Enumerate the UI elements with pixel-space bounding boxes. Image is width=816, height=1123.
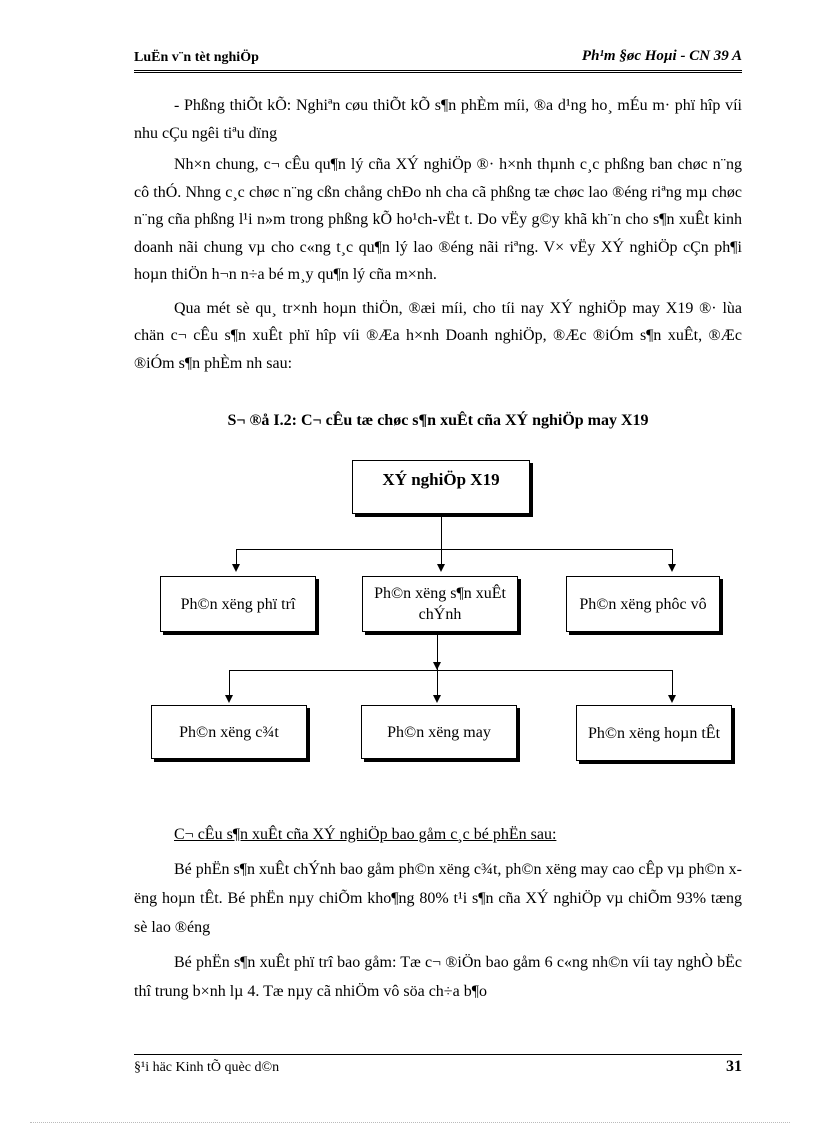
paragraph-production-structure-intro: Qua mét sè qu¸ tr×nh hoµn thiÖn, ®æi míi, cho tíi nay XÝ nghiÖp may X19 ®· lùa chän c¬ cÊu s¶n xuÊt phï hîp víi ®Æa h×nh Doanh nghiÖp, ®Æc ®iÓm s¶n xuÊt, ®Æc ®iÓm s¶n phÈm nh sau: [134, 299, 742, 372]
org-node-cutting-workshop: Ph©n xëng c¾t [151, 705, 307, 759]
connector-level1-right [672, 549, 673, 565]
connector-level2-middle [437, 670, 438, 696]
arrow-level1-middle [437, 564, 445, 572]
section-subheading: C¬ cÊu s¶n xuÊt cña XÝ nghiÖp bao gåm c¸c bé phËn sau: [174, 826, 557, 843]
connector-level1-left [236, 549, 237, 565]
footer-university: §¹i häc Kinh tÕ quèc d©n [134, 1060, 280, 1075]
org-node-root: XÝ nghiÖp X19 [352, 460, 530, 514]
header-divider [134, 70, 742, 73]
arrow-level2-middle [433, 695, 441, 703]
connector-level2-right [672, 670, 673, 696]
page-footer [134, 1058, 742, 1082]
connector-level1-horizontal [236, 549, 673, 550]
paragraph-design-department: - Phßng thiÕt kÕ: Nghiªn cøu thiÕt kÕ s¶n phÈm míi, ®a d¹ng ho¸ mÉu m· phï hîp víi nhu cÇu ngêi tiªu dïng [134, 97, 742, 142]
paragraph-management-structure: Nh×n chung, c¬ cÊu qu¶n lý cña XÝ nghiÖp ®· h×nh thµnh c¸c phßng ban chøc n¨ng cô thÓ. Nhng c¸c chøc n¨ng cßn chång chÐo nh cha cã phßng tæ chøc lao ®éng riªng mµ chøc n¨ng cña phßng l¹i n»m trong phßng kÕ ho¹ch-vËt t. Do vËy g©y khã kh¨n cho s¶n xuÊt kinh doanh nãi chung vµ cho c«ng t¸c qu¶n lý lao ®éng nãi riªng. V× vËy XÝ nghiÖp cÇn ph¶i hoµn thiÖn h¬n n÷a bé m¸y qu¶n lý cña m×nh. [134, 156, 742, 283]
arrow-level1-left [232, 564, 240, 572]
page-number: 31 [726, 1058, 742, 1075]
diagram-title: S¬ ®å I.2: C¬ cÊu tæ chøc s¶n xuÊt cña XÝ nghiÖp may X19 [227, 412, 649, 429]
paragraph-support-production: Bé phËn s¶n xuÊt phï trî bao gåm: Tæ c¬ ®iÖn bao gåm 6 c«ng nh©n víi tay nghÒ bËc thî trung b×nh lµ 4. Tæ nµy cã nhiÖm vô söa ch÷a b¶o [134, 954, 742, 1000]
header-author: Ph¹m §øc Hoµi - CN 39 A [581, 48, 742, 64]
connector-root-down [441, 515, 442, 549]
org-node-sewing-workshop: Ph©n xëng may [361, 705, 517, 759]
arrow-level2-left [225, 695, 233, 703]
footer-divider [134, 1054, 742, 1055]
org-node-support-workshop: Ph©n xëng phï trî [160, 576, 316, 632]
header-thesis-title: LuËn v¨n tèt nghiÖp [134, 50, 259, 65]
paragraph-main-production: Bé phËn s¶n xuÊt chÝnh bao gåm ph©n xëng c¾t, ph©n xëng may cao cÊp vµ ph©n xëng hoµn tÊt. Bé phËn nµy chiÕm kho¶ng 80% t¹i s¶n cña XÝ nghiÖp vµ chiÕm 93% tæng sè lao ®éng [134, 861, 742, 936]
body-text-lower [134, 820, 742, 1006]
page-header [134, 46, 742, 68]
arrow-level1-right [668, 564, 676, 572]
org-node-main-production-workshop: Ph©n xëng s¶n xuÊt chÝnh [362, 576, 518, 632]
org-node-finishing-workshop: Ph©n xëng hoµn tÊt [576, 705, 732, 761]
arrow-main-down [433, 662, 441, 670]
org-node-service-workshop: Ph©n xëng phôc vô [566, 576, 720, 632]
connector-main-down [437, 633, 438, 670]
connector-level2-horizontal [229, 670, 673, 671]
connector-level1-middle [441, 549, 442, 565]
body-text-upper [134, 92, 742, 381]
connector-level2-left [229, 670, 230, 696]
arrow-level2-right [668, 695, 676, 703]
